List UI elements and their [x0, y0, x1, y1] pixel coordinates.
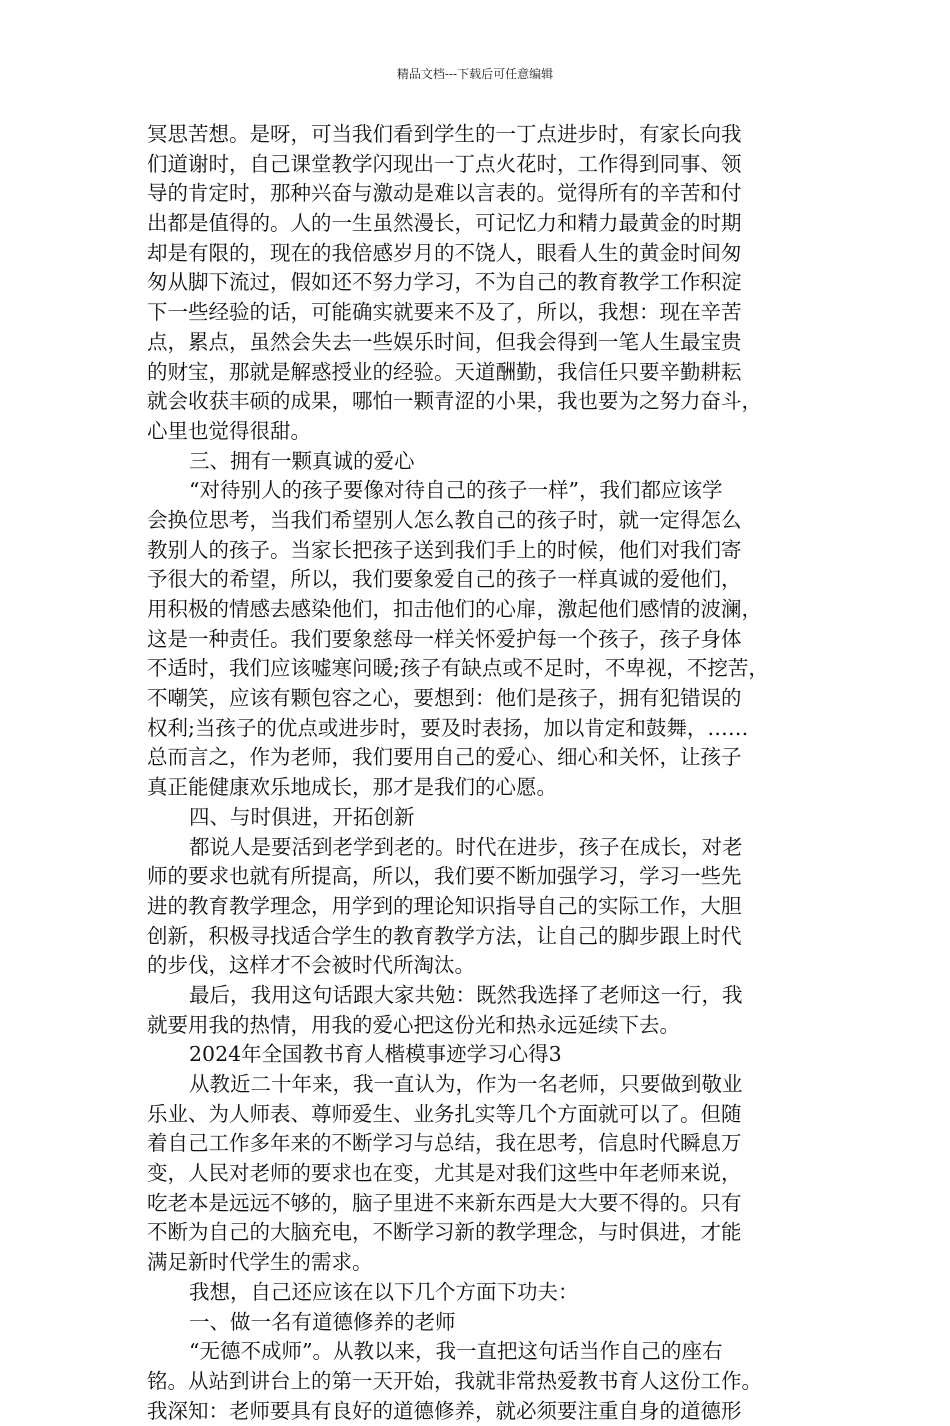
text-line: 匆从脚下流过，假如还不努力学习，不为自己的教育教学工作积淀	[147, 270, 742, 295]
text-line: 予很大的希望，所以，我们要象爱自己的孩子一样真诚的爱他们，	[147, 567, 742, 592]
text-line: “对待别人的孩子要像对待自己的孩子一样”，我们都应该学	[189, 478, 723, 503]
text-line: 教别人的孩子。当家长把孩子送到我们手上的时候，他们对我们寄	[147, 537, 742, 562]
text-line: 导的肯定时，那种兴奋与激动是难以言表的。觉得所有的辛苦和付	[147, 181, 742, 206]
text-line: 却是有限的，现在的我倍感岁月的不饶人，眼看人生的黄金时间匆	[147, 240, 742, 265]
text-line: 的财宝，那就是解惑授业的经验。天道酬勤，我信任只要辛勤耕耘	[147, 359, 742, 384]
text-line: 我深知：老师要具有良好的道德修养，就必须要注重自身的道德形	[147, 1398, 742, 1423]
text-line: 用积极的情感去感染他们，扣击他们的心扉，激起他们感情的波澜，	[147, 597, 762, 621]
text-line: 的步伐，这样才不会被时代所淘汰。	[147, 953, 475, 978]
text-line: 我想，自己还应该在以下几个方面下功夫：	[189, 1279, 579, 1304]
text-line: 三、拥有一颗真诚的爱心	[189, 448, 415, 473]
page-header	[0, 66, 950, 82]
text-line: 不嘲笑，应该有颗包容之心，要想到：他们是孩子，拥有犯错误的	[147, 686, 742, 711]
text-line: 冥思苦想。是呀，可当我们看到学生的一丁点进步时，有家长向我	[147, 122, 742, 146]
text-line: 点，累点，虽然会失去一些娱乐时间，但我会得到一笔人生最宝贵	[147, 329, 742, 354]
text-line: 2024年全国教书育人楷模事迹学习心得3	[189, 1042, 562, 1067]
text-line: 乐业、为人师表、尊师爱生、业务扎实等几个方面就可以了。但随	[147, 1101, 742, 1126]
text-line: “无德不成师”。从教以来，我一直把这句话当作自己的座右	[189, 1339, 723, 1364]
text-line: 最后，我用这句话跟大家共勉：既然我选择了老师这一行，我	[189, 982, 743, 1007]
text-line: 都说人是要活到老学到老的。时代在进步，孩子在成长，对老	[189, 834, 743, 859]
document-body	[147, 120, 812, 1426]
text-line: 这是一种责任。我们要象慈母一样关怀爱护每一个孩子，孩子身体	[147, 626, 742, 651]
text-line: 权利;当孩子的优点或进步时，要及时表扬，加以肯定和鼓舞，……	[147, 715, 749, 740]
text-line: 出都是值得的。人的一生虽然漫长，可记忆力和精力最黄金的时期	[147, 211, 742, 236]
text-line: 们道谢时，自己课堂教学闪现出一丁点火花时，工作得到同事、领	[147, 151, 742, 176]
text-line: 吃老本是远远不够的，脑子里进不来新东西是大大要不得的。只有	[147, 1190, 742, 1215]
text-line: 会换位思考，当我们希望别人怎么教自己的孩子时，就一定得怎么	[147, 507, 742, 532]
text-line: 就会收获丰硕的成果，哪怕一颗青涩的小果，我也要为之努力奋斗，	[147, 389, 762, 414]
text-line: 铭。从站到讲台上的第一天开始，我就非常热爱教书育人这份工作。	[147, 1368, 762, 1393]
text-line: 不断为自己的大脑充电，不断学习新的教学理念，与时俱进，才能	[147, 1220, 742, 1245]
text-line: 一、做一名有道德修养的老师	[189, 1309, 456, 1334]
text-line: 四、与时俱进，开拓创新	[189, 804, 415, 829]
text-line: 满足新时代学生的需求。	[147, 1250, 373, 1275]
text-line: 变，人民对老师的要求也在变，尤其是对我们这些中年老师来说，	[147, 1161, 742, 1186]
text-line: 真正能健康欢乐地成长，那才是我们的心愿。	[147, 775, 557, 800]
text-line: 下一些经验的话，可能确实就要来不及了，所以，我想：现在辛苦	[147, 300, 742, 325]
text-line: 师的要求也就有所提高，所以，我们要不断加强学习，学习一些先	[147, 864, 742, 889]
text-line: 不适时，我们应该嘘寒问暖;孩子有缺点或不足时，不卑视，不挖苦，	[147, 656, 769, 681]
text-line: 心里也觉得很甜。	[147, 418, 311, 443]
text-line: 进的教育教学理念，用学到的理论知识指导自己的实际工作，大胆	[147, 893, 742, 918]
text-line: 总而言之，作为老师，我们要用自己的爱心、细心和关怀，让孩子	[147, 745, 742, 770]
text-line: 就要用我的热情，用我的爱心把这份光和热永远延续下去。	[147, 1012, 680, 1037]
text-line: 从教近二十年来，我一直认为，作为一名老师，只要做到敬业	[189, 1072, 743, 1096]
text-line: 创新，积极寻找适合学生的教育教学方法，让自己的脚步跟上时代	[147, 923, 742, 948]
header-text: 精品文档---下载后可任意编辑	[396, 67, 554, 81]
text-line: 着自己工作多年来的不断学习与总结，我在思考，信息时代瞬息万	[147, 1131, 742, 1156]
